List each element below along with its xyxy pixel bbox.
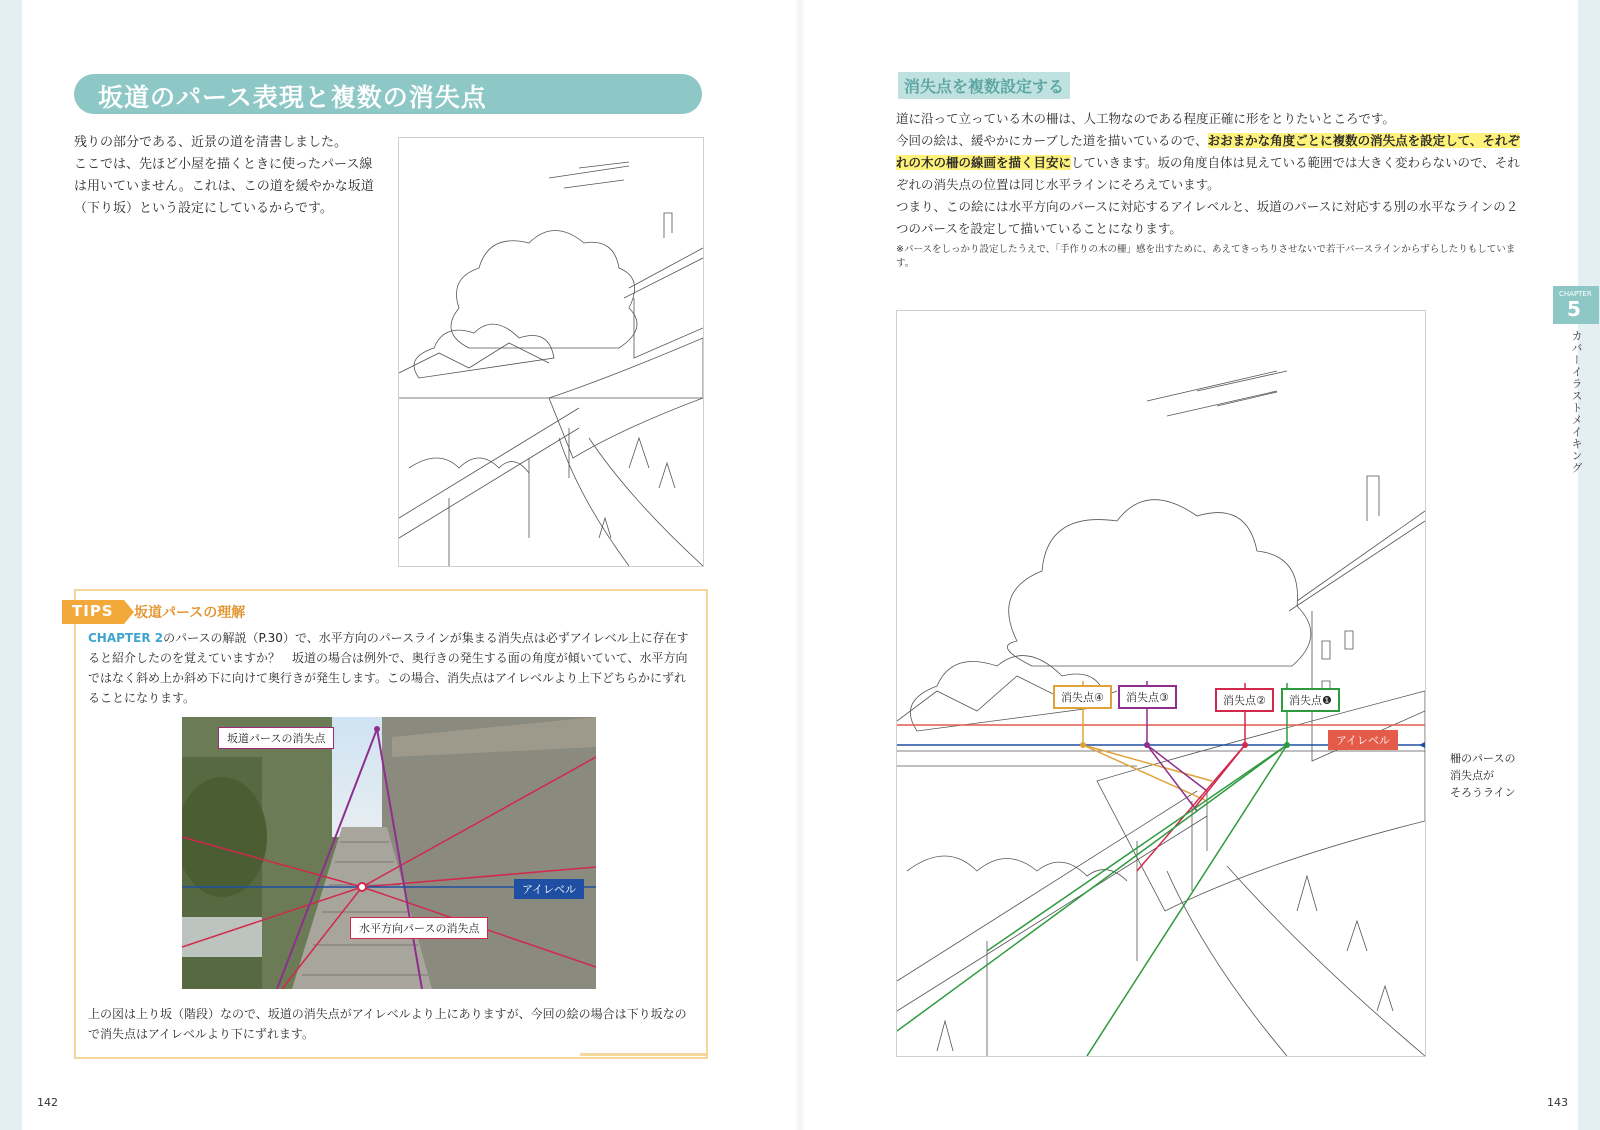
side-note-line: 消失点が xyxy=(1450,769,1494,782)
stairs-photo xyxy=(182,717,596,989)
title-banner xyxy=(74,74,702,114)
paragraph-3: つまり、この絵には水平方向のパースに対応するアイレベルと、坂道のパースに対応する別の水平なラインの２つのパースを設定して描いていることになります。 xyxy=(896,199,1519,236)
horizontal-vp-label: 水平方向パースの消失点 xyxy=(350,917,488,939)
tips-body xyxy=(88,628,692,708)
section-heading-text: 消失点を複数設定する xyxy=(904,77,1065,96)
intro-line: （下り坂）という設定にしているからです。 xyxy=(74,201,333,216)
page-number-right: 143 xyxy=(1547,1096,1568,1109)
perspective-diagram xyxy=(897,311,1425,1056)
book-spine xyxy=(795,0,805,1130)
chapter-number: 5 xyxy=(1567,297,1581,321)
side-note-line: 柵のパースの xyxy=(1450,752,1516,765)
paragraph-2-post: していきます。坂の角度自体は見えている範囲では大きく変わらないので、それぞれの消失点の位置は同じ水平ラインにそろえています。 xyxy=(896,155,1520,192)
section-heading xyxy=(898,72,1070,99)
tips-tag xyxy=(62,600,124,624)
chapter-tab-label: CHAPTER xyxy=(1559,290,1592,298)
stairs-photo-diagram xyxy=(182,717,596,989)
chapter-reference: CHAPTER 2 xyxy=(88,631,164,645)
intro-line: は用いていません。これは、この道を緩やかな坂道 xyxy=(74,179,374,194)
footnote: ※パースをしっかり設定したうえで、「手作りの木の柵」感を出すために、あえてきっちりさせないで若干パースラインからずらしたりもしています。 xyxy=(896,244,1516,269)
page-title: 坂道のパース表現と複数の消失点 xyxy=(98,83,487,112)
tips-title: 坂道パースの理解 xyxy=(134,605,246,621)
slope-vp-label: 坂道パースの消失点 xyxy=(218,727,334,749)
tips-tag-label: TIPS xyxy=(72,602,114,620)
vanishing-point-3-label: 消失点③ xyxy=(1118,685,1177,709)
paragraph-2 xyxy=(896,130,1526,196)
chapter-title-vertical: カバーイラストメイキング xyxy=(1570,330,1583,474)
intro-line: 残りの部分である、近景の道を清書しました。 xyxy=(74,135,348,150)
vanishing-point-4-label: 消失点④ xyxy=(1053,685,1112,709)
paragraph-1: 道に沿って立っている木の柵は、人工物なのである程度正確に形をとりたいところです。 xyxy=(896,111,1395,126)
highlighted-text: おおまかな角度ごとに複数の消失点を設定して、それぞれの木の柵の線画を描く目安に xyxy=(896,133,1520,170)
tips-body-text: のパースの解説（P.30）で、水平方向のパースラインが集まる消失点は必ずアイレベル上に存在すると紹介したのを覚えていますか？ 坂道の場合は例外で、奥行きの発生する面の角度が傾いていて、水平方向ではなく斜め上か斜め下に向けて奥行きが発生します。この場合、消失点はアイレベルより上下どちらかにずれることになります。 xyxy=(88,631,689,705)
eye-level-label-right: アイレベル xyxy=(1328,730,1398,750)
intro-line: ここでは、先ほど小屋を描くときに使ったパース線 xyxy=(74,157,373,172)
vanishing-point-2-label: 消失点② xyxy=(1215,688,1274,712)
side-note-line: そろうライン xyxy=(1450,786,1516,799)
right-page-edge xyxy=(1578,0,1600,1130)
page-number-left: 142 xyxy=(37,1096,58,1109)
eye-level-label: アイレベル xyxy=(514,879,584,899)
paragraph-2-pre: 今回の絵は、緩やかにカーブした道を描いているので、 xyxy=(896,133,1208,148)
left-page-edge xyxy=(0,0,22,1130)
tips-accent-line xyxy=(580,1053,706,1056)
line-art-sketch-large xyxy=(896,310,1426,1057)
fence-vp-line-note xyxy=(1450,750,1516,801)
chapter-tab xyxy=(1553,286,1599,324)
line-art-sketch-small xyxy=(398,137,704,567)
sketch-illustration xyxy=(399,138,703,566)
intro-paragraph xyxy=(74,132,394,220)
vanishing-point-1-label: 消失点❶ xyxy=(1281,688,1340,712)
tips-footer: 上の図は上り坂（階段）なので、坂道の消失点がアイレベルより上にありますが、今回の絵の場合は下り坂なので消失点はアイレベルより下にずれます。 xyxy=(88,1007,687,1041)
right-body-text xyxy=(896,108,1526,240)
